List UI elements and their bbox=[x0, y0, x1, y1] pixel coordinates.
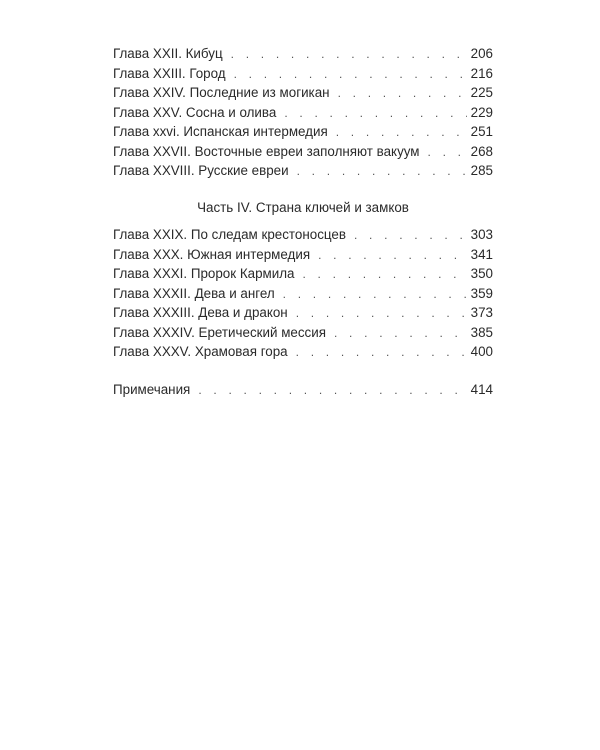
toc-entry-title: Глава XXXV. Храмовая гора bbox=[113, 344, 288, 359]
toc-entry bbox=[113, 225, 493, 245]
toc-notes bbox=[113, 380, 493, 400]
toc-entry-page: 414 bbox=[470, 381, 493, 397]
dot-leader bbox=[428, 143, 467, 163]
toc-section-b bbox=[113, 225, 493, 362]
dot-leader bbox=[334, 324, 467, 344]
toc-entry bbox=[113, 83, 493, 103]
toc-entry-title: Глава XXXIII. Дева и дракон bbox=[113, 305, 288, 320]
toc-entry-title: Глава XXXI. Пророк Кармила bbox=[113, 266, 295, 281]
toc-entry-title: Глава XXIII. Город bbox=[113, 65, 226, 81]
toc-entry-page: 373 bbox=[470, 305, 493, 320]
toc-entry-page: 400 bbox=[470, 344, 493, 359]
toc-entry bbox=[113, 103, 493, 123]
toc-entry-title: Глава XXV. Сосна и олива bbox=[113, 104, 277, 120]
toc-entry-title: Примечания bbox=[113, 381, 191, 397]
toc-entry-page: 216 bbox=[470, 65, 493, 81]
table-of-contents bbox=[113, 44, 493, 399]
toc-entry-page: 350 bbox=[470, 266, 493, 281]
toc-entry-notes bbox=[113, 380, 493, 400]
toc-entry-page: 206 bbox=[470, 46, 493, 61]
toc-entry-page: 341 bbox=[470, 246, 493, 262]
part-heading: Часть IV. Страна ключей и замков bbox=[197, 199, 409, 215]
toc-entry-title: Глава XXVIII. Русские евреи bbox=[113, 163, 289, 178]
toc-entry-title: Глава XXVII. Восточные евреи заполняют вакуум bbox=[113, 143, 420, 159]
toc-entry bbox=[113, 64, 493, 84]
dot-leader bbox=[338, 84, 467, 104]
toc-entry bbox=[113, 303, 493, 323]
toc-entry-page: 251 bbox=[470, 124, 493, 139]
dot-leader bbox=[198, 381, 466, 401]
toc-section-a bbox=[113, 44, 493, 181]
toc-entry-title: Глава XXIV. Последние из могикан bbox=[113, 85, 330, 100]
toc-entry-page: 268 bbox=[470, 143, 493, 159]
toc-entry bbox=[113, 161, 493, 181]
toc-entry bbox=[113, 323, 493, 343]
toc-entry-title: Глава XXXIV. Еретический мессия bbox=[113, 324, 326, 340]
dot-leader bbox=[318, 246, 467, 266]
toc-entry bbox=[113, 264, 493, 284]
toc-entry-title: Глава XXX. Южная интермедия bbox=[113, 246, 311, 262]
toc-entry-page: 225 bbox=[470, 85, 493, 100]
dot-leader bbox=[336, 123, 467, 143]
dot-leader bbox=[284, 104, 466, 124]
toc-entry bbox=[113, 122, 493, 142]
toc-entry-page: 385 bbox=[470, 324, 493, 340]
dot-leader bbox=[297, 162, 467, 182]
toc-entry bbox=[113, 342, 493, 362]
toc-entry-title: Глава XXXII. Дева и ангел bbox=[113, 285, 275, 301]
dot-leader bbox=[231, 45, 467, 65]
toc-entry bbox=[113, 142, 493, 162]
toc-entry-title: Глава XXIX. По следам крестоносцев bbox=[113, 227, 346, 242]
dot-leader bbox=[296, 343, 467, 363]
toc-entry-title: Глава xxvi. Испанская интермедия bbox=[113, 124, 328, 139]
toc-entry bbox=[113, 284, 493, 304]
toc-entry-page: 303 bbox=[470, 227, 493, 242]
dot-leader bbox=[354, 226, 467, 246]
toc-entry-title: Глава XXII. Кибуц bbox=[113, 46, 223, 61]
dot-leader bbox=[302, 265, 466, 285]
dot-leader bbox=[234, 65, 467, 85]
toc-entry-page: 229 bbox=[470, 104, 493, 120]
toc-entry-page: 359 bbox=[470, 285, 493, 301]
dot-leader bbox=[283, 285, 467, 305]
toc-entry bbox=[113, 245, 493, 265]
toc-entry-page: 285 bbox=[470, 163, 493, 178]
spacer bbox=[113, 362, 493, 380]
toc-entry bbox=[113, 44, 493, 64]
dot-leader bbox=[296, 304, 467, 324]
